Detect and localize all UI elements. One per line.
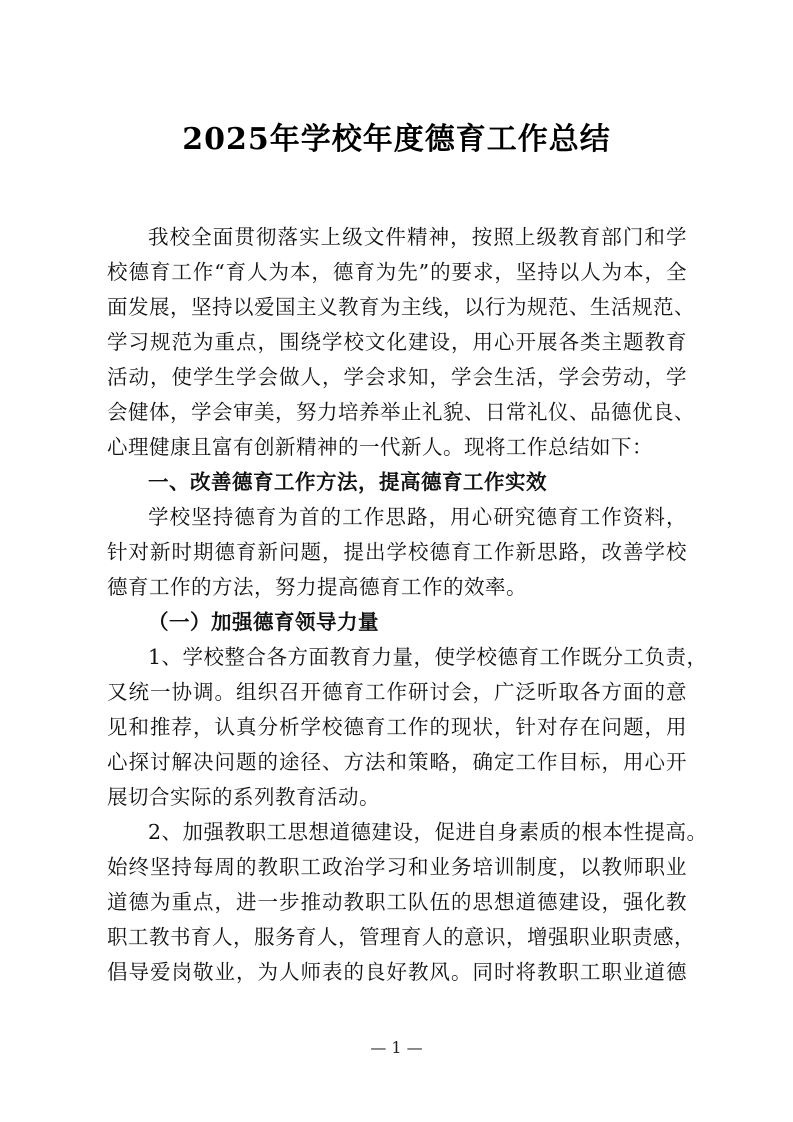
paragraph-line: 会健体，学会审美，努力培养举止礼貌、日常礼仪、品德优良、	[107, 400, 695, 424]
paragraph-line: 倡导爱岗敬业，为人师表的良好教风。同时将教职工职业道德	[107, 960, 687, 984]
paragraph-line: 2、加强教职工思想道德建设，促进自身素质的根本性提高。	[148, 820, 708, 844]
paragraph-line: 心理健康且富有创新精神的一代新人。现将工作总结如下：	[107, 435, 653, 459]
paragraph-line: 校德育工作“育人为本，德育为先”的要求，坚持以人为本，全	[107, 260, 687, 284]
paragraph-line: 心探讨解决问题的途径、方法和策略，确定工作目标，用心开	[107, 750, 687, 774]
paragraph-line: 面发展，坚持以爱国主义教育为主线，以行为规范、生活规范、	[107, 295, 695, 319]
section-heading: 一、改善德育工作方法，提高德育工作实效	[148, 470, 547, 494]
section-heading: （一）加强德育领导力量	[148, 610, 379, 634]
paragraph-line: 1、学校整合各方面教育力量，使学校德育工作既分工负责，	[148, 645, 708, 669]
paragraph-line: 见和推荐，认真分析学校德育工作的现状，针对存在问题，用	[107, 715, 687, 739]
paragraph-line: 职工教书育人，服务育人，管理育人的意识，增强职业职责感，	[107, 925, 695, 949]
paragraph-line: 道德为重点，进一步推动教职工队伍的思想道德建设，强化教	[107, 890, 687, 914]
paragraph-line: 活动，使学生学会做人，学会求知，学会生活，学会劳动，学	[107, 365, 687, 389]
paragraph-line: 学校坚持德育为首的工作思路，用心研究德育工作资料，	[148, 505, 687, 529]
paragraph-line: 针对新时期德育新问题，提出学校德育工作新思路，改善学校	[107, 540, 687, 564]
document-title: 2025年学校年度德育工作总结	[182, 122, 611, 157]
paragraph-line: 我校全面贯彻落实上级文件精神，按照上级教育部门和学	[148, 225, 687, 249]
page-number: — 1 —	[370, 1038, 423, 1057]
paragraph-line: 展切合实际的系列教育活动。	[107, 785, 380, 809]
paragraph-line: 始终坚持每周的教职工政治学习和业务培训制度，以教师职业	[107, 855, 687, 879]
paragraph-line: 德育工作的方法，努力提高德育工作的效率。	[107, 575, 527, 599]
paragraph-line: 学习规范为重点，围绕学校文化建设，用心开展各类主题教育	[107, 330, 687, 354]
paragraph-line: 又统一协调。组织召开德育工作研讨会，广泛听取各方面的意	[107, 680, 687, 704]
